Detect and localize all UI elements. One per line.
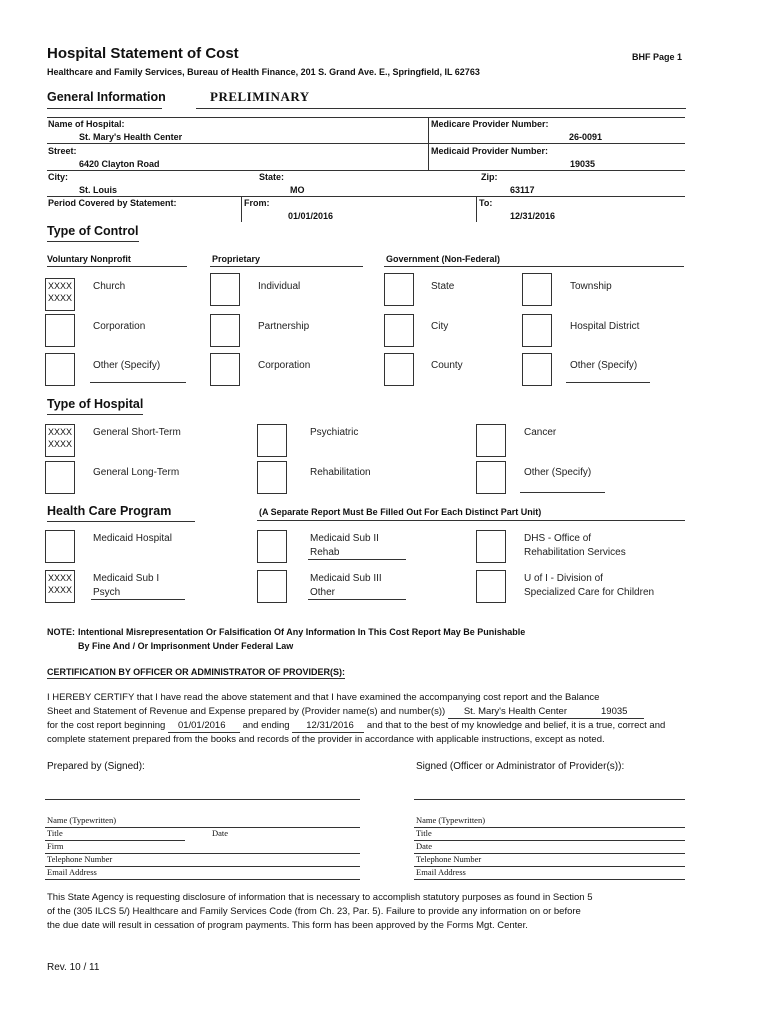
state-checkbox[interactable] (384, 273, 414, 306)
general-short-checkbox[interactable]: XXXX XXXX (45, 424, 75, 457)
other-hospital-label: Other (Specify) (524, 467, 592, 478)
cancer-label: Cancer (524, 427, 557, 438)
left-email-label: Email Address (47, 867, 97, 877)
other-hospital-checkbox[interactable] (476, 461, 506, 494)
cert-line-3-mid: and ending (242, 720, 290, 731)
col-government: Government (Non-Federal) (386, 254, 501, 264)
general-long-checkbox[interactable] (45, 461, 75, 494)
certification-heading: CERTIFICATION BY OFFICER OR ADMINISTRATOR OF PROVIDER(S): (47, 667, 345, 677)
medicaid-sub2-label: Medicaid Sub II (310, 533, 379, 544)
form-title: Hospital Statement of Cost (47, 45, 239, 62)
left-email-line[interactable] (45, 879, 360, 880)
left-title-line[interactable] (45, 840, 185, 841)
note-line-2: By Fine And / Or Imprisonment Under Federal Law (78, 641, 294, 651)
city-value: St. Louis (79, 185, 117, 195)
right-name-label: Name (Typewritten) (416, 815, 486, 825)
cert-line-2 (47, 705, 687, 719)
partnership-checkbox[interactable] (210, 314, 240, 347)
other-gov-specify-line[interactable] (566, 382, 650, 383)
control-heading: Type of Control (47, 224, 139, 238)
from-label: From: (244, 198, 270, 208)
cancer-checkbox[interactable] (476, 424, 506, 457)
individual-checkbox[interactable] (210, 273, 240, 306)
right-email-label: Email Address (416, 867, 466, 877)
township-checkbox[interactable] (522, 273, 552, 306)
uofi-label: U of I - Division of (524, 573, 603, 584)
right-title-label: Title (416, 828, 432, 838)
uofi-checkbox[interactable] (476, 570, 506, 603)
disclosure-line-2: of the (305 ILCS 5/) Healthcare and Family Services Code (from Ch. 23, Par. 5). Failure to provide any information on or before (47, 906, 581, 917)
general-short-label: General Short-Term (93, 427, 181, 438)
provider-number: 19035 (601, 706, 628, 717)
col-voluntary: Voluntary Nonprofit (47, 254, 131, 264)
hospital-name-label: Name of Hospital: (48, 119, 125, 129)
general-long-label: General Long-Term (93, 467, 180, 478)
form-subtitle: Healthcare and Family Services, Bureau of Health Finance, 201 S. Grand Ave. E., Springfield, IL 62763 (47, 67, 480, 77)
hospital-district-label: Hospital District (570, 321, 640, 332)
medicare-number: 26-0091 (569, 132, 603, 142)
medicaid-sub2-detail: Rehab (310, 547, 340, 558)
cert-line-3-post: and that to the best of my knowledge and belief, it is a true, correct and (366, 720, 666, 731)
other-gov-checkbox[interactable] (522, 353, 552, 386)
begin-date-field[interactable]: 01/01/2016 (168, 720, 240, 733)
medicaid-sub2-checkbox[interactable] (257, 530, 287, 563)
note-label: NOTE: (47, 627, 75, 637)
dhs-detail: Rehabilitation Services (524, 547, 626, 558)
period-label: Period Covered by Statement: (48, 198, 177, 208)
hospital-type-heading: Type of Hospital (47, 397, 144, 411)
disclosure-statement (47, 891, 687, 933)
dhs-checkbox[interactable] (476, 530, 506, 563)
uofi-detail: Specialized Care for Children (524, 587, 655, 598)
hospital-name-value: St. Mary's Health Center (79, 132, 183, 142)
city-checkbox[interactable] (384, 314, 414, 347)
left-phone-label: Telephone Number (47, 854, 113, 864)
county-label: County (431, 360, 463, 371)
note-line-1: Intentional Misrepresentation Or Falsification Of Any Information In This Cost Report May Be Punishable (78, 627, 526, 637)
cert-line-3-pre: for the cost report beginning (47, 720, 166, 731)
medicaid-sub3-detail: Other (310, 587, 336, 598)
right-email-line[interactable] (414, 879, 685, 880)
medicare-label: Medicare Provider Number: (431, 119, 549, 129)
to-label: To: (479, 198, 493, 208)
medicaid-label: Medicaid Provider Number: (431, 146, 549, 156)
corporation-vol-checkbox[interactable] (45, 314, 75, 347)
partnership-label: Partnership (258, 321, 310, 332)
left-name-label: Name (Typewritten) (47, 815, 117, 825)
cert-line-2-text: Sheet and Statement of Revenue and Expense prepared by (Provider name(s) and number(s)) (47, 706, 446, 717)
revision-label: Rev. 10 / 11 (47, 962, 100, 973)
disclosure-line-3: the due date will result in cessation of program payments. This form has been approved by the Forms Mgt. Center. (47, 920, 528, 931)
zip-value: 63117 (510, 185, 535, 195)
other-vol-label: Other (Specify) (93, 360, 161, 371)
state-value: MO (290, 185, 305, 195)
other-vol-checkbox[interactable] (45, 353, 75, 386)
medicaid-sub1-detail: Psych (93, 587, 121, 598)
right-name-line[interactable] (414, 827, 685, 828)
medicaid-hospital-label: Medicaid Hospital (93, 533, 172, 544)
from-date: 01/01/2016 (288, 211, 334, 221)
other-vol-specify-line[interactable] (90, 382, 186, 383)
street-label: Street: (48, 146, 77, 156)
provider-field[interactable] (448, 706, 644, 719)
right-title-line[interactable] (414, 840, 685, 841)
church-label: Church (93, 281, 126, 292)
corporation-prop-checkbox[interactable] (210, 353, 240, 386)
to-date: 12/31/2016 (510, 211, 556, 221)
medicaid-sub1-checkbox[interactable]: XXXX XXXX (45, 570, 75, 603)
right-phone-label: Telephone Number (416, 854, 482, 864)
signed-by-label: Signed (Officer or Administrator of Provider(s)): (416, 761, 625, 772)
left-date-label: Date (212, 828, 229, 838)
state-label: State: (259, 172, 285, 182)
corporation-prop-label: Corporation (258, 360, 311, 371)
dhs-label: DHS - Office of (524, 533, 592, 544)
right-date-label: Date (416, 841, 433, 851)
prepared-by-label: Prepared by (Signed): (47, 761, 145, 772)
certification-statement (47, 691, 687, 747)
left-firm-label: Firm (47, 841, 64, 851)
medicaid-sub1-label: Medicaid Sub I (93, 573, 160, 584)
other-gov-label: Other (Specify) (570, 360, 638, 371)
individual-label: Individual (258, 281, 301, 292)
medicaid-sub3-label: Medicaid Sub III (310, 573, 382, 584)
rehabilitation-checkbox[interactable] (257, 461, 287, 494)
disclosure-line-1: This State Agency is requesting disclosure of information that is necessary to accomplish statutory purposes as found in Section 5 (47, 892, 593, 903)
program-heading: Health Care Program (47, 504, 172, 518)
psychiatric-label: Psychiatric (310, 427, 359, 438)
city-label: City: (48, 172, 68, 182)
other-hospital-specify-line[interactable] (520, 492, 605, 493)
prepared-signature-line[interactable] (45, 799, 360, 800)
officer-signature-line[interactable] (414, 799, 685, 800)
left-name-line[interactable] (45, 827, 360, 828)
township-label: Township (570, 281, 612, 292)
cert-line-3 (47, 719, 687, 733)
hospital-district-checkbox[interactable] (522, 314, 552, 347)
general-info-heading: General Information (47, 90, 166, 104)
cert-line-1: I HEREBY CERTIFY that I have read the above statement and that I have examined the accompanying cost report and the Balance (47, 692, 600, 703)
medicaid-hospital-checkbox[interactable] (45, 530, 75, 563)
street-value: 6420 Clayton Road (79, 159, 160, 169)
page-label: BHF Page 1 (632, 52, 683, 62)
corporation-vol-label: Corporation (93, 321, 146, 332)
program-note: (A Separate Report Must Be Filled Out For Each Distinct Part Unit) (259, 507, 542, 517)
medicaid-sub3-checkbox[interactable] (257, 570, 287, 603)
zip-label: Zip: (481, 172, 498, 182)
preliminary-stamp: PRELIMINARY (210, 89, 310, 104)
end-date-field[interactable]: 12/31/2016 (292, 720, 364, 733)
provider-name: St. Mary's Health Center (463, 706, 567, 717)
state-label-option: State (431, 281, 455, 292)
city-label-option: City (431, 321, 449, 332)
rehabilitation-label: Rehabilitation (310, 467, 371, 478)
psychiatric-checkbox[interactable] (257, 424, 287, 457)
left-title-label: Title (47, 828, 63, 838)
cert-line-4: complete statement prepared from the books and records of the provider in accordance with applicable instructions, except as noted. (47, 734, 605, 745)
church-checkbox[interactable]: XXXX XXXX (45, 278, 75, 311)
county-checkbox[interactable] (384, 353, 414, 386)
col-proprietary: Proprietary (212, 254, 261, 264)
medicaid-number: 19035 (570, 159, 596, 169)
